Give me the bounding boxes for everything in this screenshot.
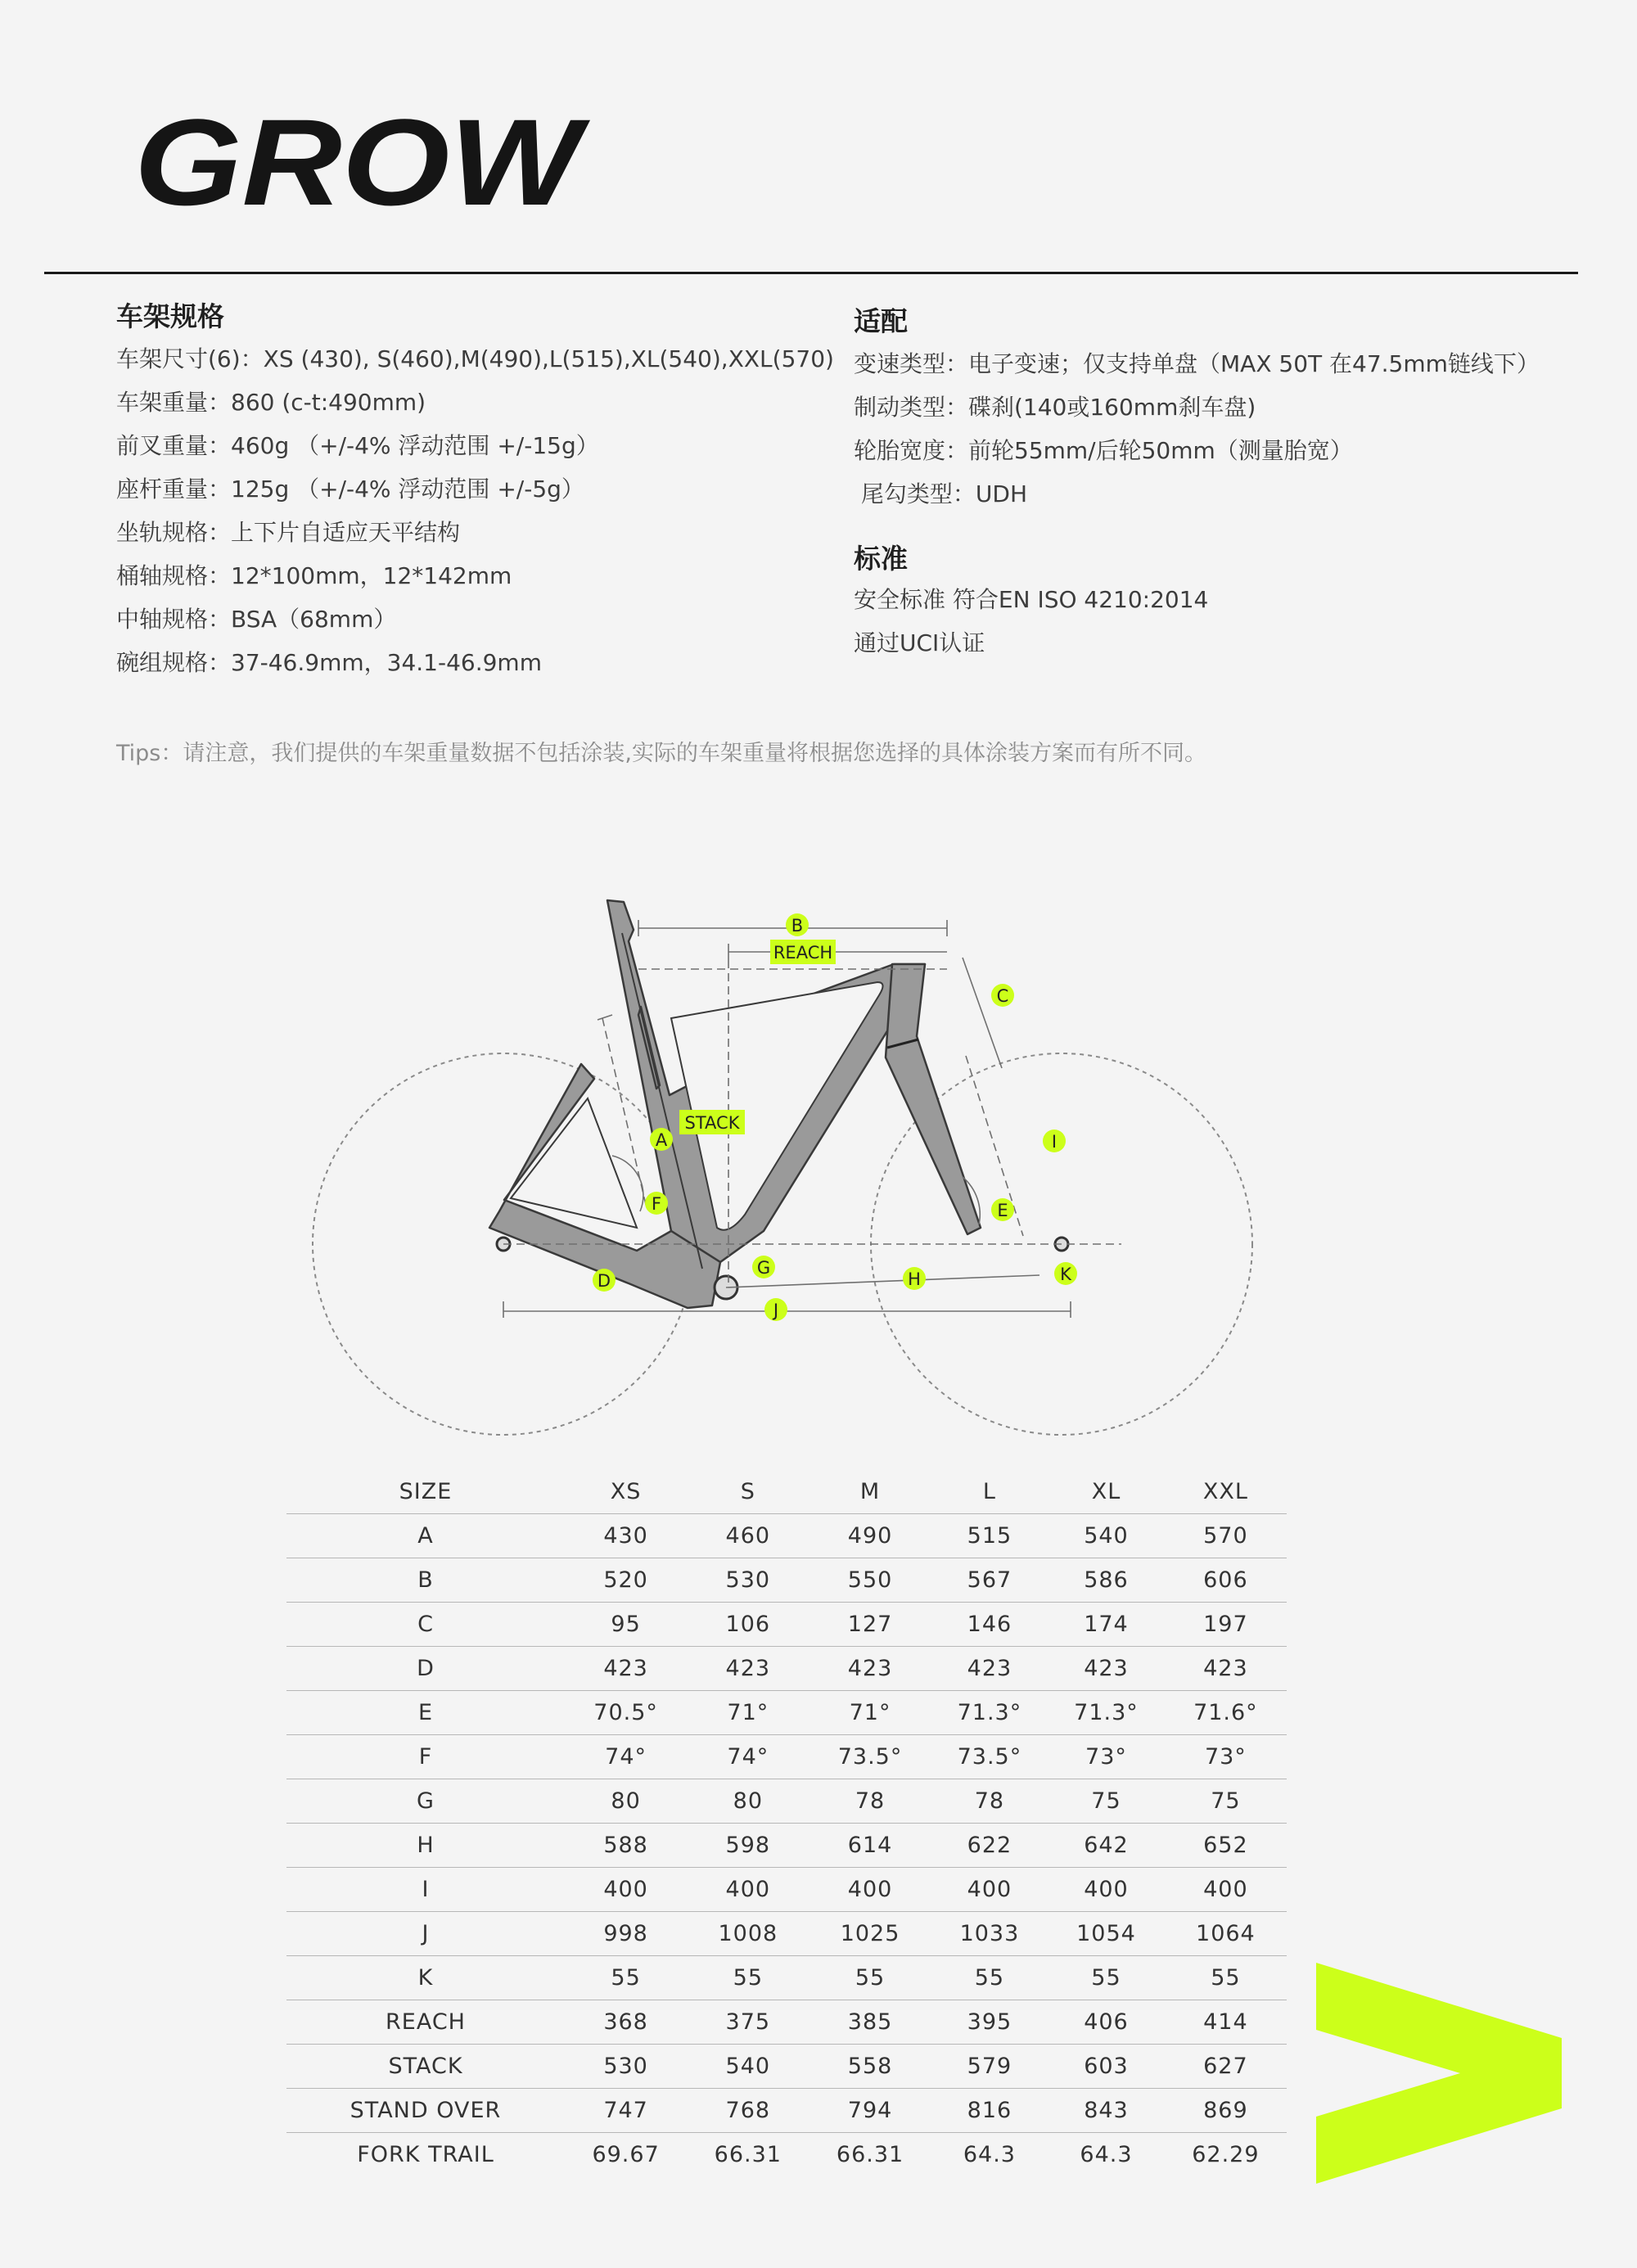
table-cell: 1054	[1048, 1912, 1165, 1956]
table-cell: 598	[687, 1824, 809, 1868]
svg-text:A: A	[655, 1130, 668, 1150]
label-c	[991, 984, 1014, 1007]
table-row	[286, 1912, 1287, 1956]
spec-line: 中轴规格：BSA（68mm）	[116, 606, 397, 633]
table-cell: 73°	[1048, 1735, 1165, 1779]
compat-line: 轮胎宽度：前轮55mm/后轮50mm（测量胎宽）	[854, 437, 1353, 464]
table-row	[286, 1735, 1287, 1779]
table-cell: 400	[931, 1868, 1048, 1912]
column-header: L	[982, 1479, 996, 1504]
table-cell: 64.3	[1048, 2133, 1165, 2177]
table-cell: 627	[1165, 2045, 1287, 2089]
table-row	[286, 1558, 1287, 1603]
row-label: I	[286, 1868, 565, 1912]
table-cell: 71.6°	[1165, 1691, 1287, 1735]
frame-geometry-diagram	[303, 884, 1260, 1449]
label-d	[593, 1269, 616, 1292]
table-cell: 1033	[931, 1912, 1048, 1956]
table-cell: 558	[809, 2045, 931, 2089]
table-cell: 55	[687, 1956, 809, 2000]
compatibility-section	[854, 303, 1574, 665]
table-cell: 66.31	[809, 2133, 931, 2177]
svg-text:H: H	[908, 1269, 921, 1289]
table-cell: 998	[565, 1912, 687, 1956]
table-row	[286, 1868, 1287, 1912]
table-cell: 95	[565, 1603, 687, 1647]
table-cell: 197	[1165, 1603, 1287, 1647]
svg-text:G: G	[756, 1258, 771, 1278]
row-label: E	[286, 1691, 565, 1735]
svg-text:B: B	[791, 916, 804, 936]
table-cell: 71°	[687, 1691, 809, 1735]
table-cell: 75	[1048, 1779, 1165, 1824]
logo-text: GROW	[134, 105, 591, 219]
compat-line: 制动类型：碟刹(140或160mm刹车盘)	[854, 394, 1256, 421]
spec-line: 车架尺寸(6)：XS (430), S(460),M(490),L(515),XL(540),XXL(570)	[116, 345, 834, 372]
table-cell: 78	[931, 1779, 1048, 1824]
table-cell: 423	[809, 1647, 931, 1691]
table-cell: 400	[687, 1868, 809, 1912]
standards-section	[854, 540, 1574, 665]
column-header: M	[859, 1479, 881, 1504]
row-label: B	[286, 1558, 565, 1603]
table-cell: 395	[931, 2000, 1048, 2045]
table-cell: 75	[1165, 1779, 1287, 1824]
header-divider	[44, 272, 1578, 274]
svg-text:J: J	[773, 1301, 779, 1320]
row-label: REACH	[286, 2000, 565, 2045]
table-cell: 74°	[687, 1735, 809, 1779]
table-cell: 652	[1165, 1824, 1287, 1868]
row-label: K	[286, 1956, 565, 2000]
label-stack	[679, 1110, 745, 1134]
spec-line: 碗组规格：37-46.9mm，34.1-46.9mm	[116, 649, 542, 676]
table-cell: 400	[1165, 1868, 1287, 1912]
table-cell: 530	[687, 1558, 809, 1603]
table-cell: 423	[1048, 1647, 1165, 1691]
table-cell: 400	[809, 1868, 931, 1912]
row-label: G	[286, 1779, 565, 1824]
label-reach	[770, 940, 836, 964]
table-cell: 423	[565, 1647, 687, 1691]
label-a	[650, 1128, 673, 1151]
table-row	[286, 1514, 1287, 1558]
column-header: S	[740, 1479, 755, 1504]
row-label: J	[286, 1912, 565, 1956]
table-row	[286, 2089, 1287, 2133]
table-cell: 146	[931, 1603, 1048, 1647]
svg-text:E: E	[997, 1201, 1008, 1220]
table-cell: 423	[931, 1647, 1048, 1691]
row-label: C	[286, 1603, 565, 1647]
row-label: H	[286, 1824, 565, 1868]
table-row	[286, 2000, 1287, 2045]
svg-text:I: I	[1051, 1132, 1058, 1152]
table-cell: 80	[687, 1779, 809, 1824]
geometry-table	[286, 1470, 1287, 2176]
table-row	[286, 1603, 1287, 1647]
table-cell: 400	[565, 1868, 687, 1912]
table-cell: 414	[1165, 2000, 1287, 2045]
compat-line: 变速类型：电子变速；仅支持单盘（MAX 50T 在47.5mm链线下）	[854, 350, 1540, 377]
table-cell: 64.3	[931, 2133, 1048, 2177]
svg-text:K: K	[1060, 1265, 1071, 1284]
compat-line: 尾勾类型：UDH	[854, 480, 1028, 507]
label-e	[991, 1198, 1014, 1221]
row-label: A	[286, 1514, 565, 1558]
geometry-table-body	[286, 1514, 1287, 2177]
standard-line: 安全标准 符合EN ISO 4210:2014	[854, 586, 1209, 613]
spec-line: 车架重量：860 (c-t:490mm)	[116, 389, 426, 416]
svg-text:REACH: REACH	[773, 943, 833, 963]
table-cell: 423	[1165, 1647, 1287, 1691]
label-k	[1054, 1262, 1077, 1285]
table-cell: 603	[1048, 2045, 1165, 2089]
table-cell: 55	[1048, 1956, 1165, 2000]
table-header-row	[286, 1470, 1287, 1514]
table-cell: 430	[565, 1514, 687, 1558]
table-cell: 66.31	[687, 2133, 809, 2177]
column-header: SIZE	[399, 1479, 453, 1504]
table-cell: 106	[687, 1603, 809, 1647]
table-cell: 80	[565, 1779, 687, 1824]
row-label: F	[286, 1735, 565, 1779]
table-cell: 73.5°	[931, 1735, 1048, 1779]
tips-note: Tips：请注意，我们提供的车架重量数据不包括涂装,实际的车架重量将根据您选择的具体涂装方案而有所不同。	[116, 741, 1206, 766]
table-cell: 567	[931, 1558, 1048, 1603]
label-g	[752, 1256, 775, 1278]
compatibility-title: 适配	[854, 305, 908, 337]
table-cell: 74°	[565, 1735, 687, 1779]
table-cell: 614	[809, 1824, 931, 1868]
table-cell: 768	[687, 2089, 809, 2133]
table-cell: 406	[1048, 2000, 1165, 2045]
table-cell: 55	[931, 1956, 1048, 2000]
table-cell: 71.3°	[1048, 1691, 1165, 1735]
row-label: FORK TRAIL	[286, 2133, 565, 2177]
table-cell: 869	[1165, 2089, 1287, 2133]
table-cell: 550	[809, 1558, 931, 1603]
svg-text:STACK: STACK	[684, 1113, 740, 1133]
row-label: STACK	[286, 2045, 565, 2089]
table-cell: 816	[931, 2089, 1048, 2133]
table-cell: 570	[1165, 1514, 1287, 1558]
table-cell: 1064	[1165, 1912, 1287, 1956]
table-cell: 400	[1048, 1868, 1165, 1912]
table-cell: 62.29	[1165, 2133, 1287, 2177]
table-cell: 490	[809, 1514, 931, 1558]
table-cell: 1008	[687, 1912, 809, 1956]
table-cell: 642	[1048, 1824, 1165, 1868]
standards-title: 标准	[854, 543, 908, 575]
svg-text:F: F	[651, 1194, 662, 1214]
compatibility-list	[854, 342, 1574, 516]
table-cell: 606	[1165, 1558, 1287, 1603]
table-cell: 540	[1048, 1514, 1165, 1558]
standard-line: 通过UCI认证	[854, 629, 985, 656]
table-row	[286, 1824, 1287, 1868]
table-cell: 385	[809, 2000, 931, 2045]
table-cell: 69.67	[565, 2133, 687, 2177]
table-cell: 423	[687, 1647, 809, 1691]
table-cell: 73°	[1165, 1735, 1287, 1779]
label-j	[764, 1298, 787, 1321]
table-row	[286, 2045, 1287, 2089]
svg-text:C: C	[996, 986, 1009, 1006]
table-cell: 586	[1048, 1558, 1165, 1603]
table-cell: 747	[565, 2089, 687, 2133]
table-cell: 70.5°	[565, 1691, 687, 1735]
table-row	[286, 1779, 1287, 1824]
svg-text:D: D	[597, 1271, 611, 1291]
column-header: XXL	[1202, 1479, 1248, 1504]
table-row	[286, 1956, 1287, 2000]
frame-specs-title: 车架规格	[116, 300, 224, 332]
table-cell: 530	[565, 2045, 687, 2089]
table-cell: 55	[1165, 1956, 1287, 2000]
spec-line: 桶轴规格：12*100mm，12*142mm	[116, 562, 512, 589]
table-cell: 540	[687, 2045, 809, 2089]
table-cell: 73.5°	[809, 1735, 931, 1779]
table-cell: 78	[809, 1779, 931, 1824]
table-cell: 55	[809, 1956, 931, 2000]
table-row	[286, 2133, 1287, 2177]
row-label: STAND OVER	[286, 2089, 565, 2133]
table-cell: 622	[931, 1824, 1048, 1868]
table-cell: 71.3°	[931, 1691, 1048, 1735]
label-f	[645, 1192, 668, 1215]
table-cell: 368	[565, 2000, 687, 2045]
table-cell: 588	[565, 1824, 687, 1868]
spec-line: 前叉重量：460g （+/-4% 浮动范围 +/-15g）	[116, 432, 599, 459]
frame-specs-list	[116, 337, 837, 684]
frame-specs-section	[116, 298, 837, 684]
grow-logo	[133, 105, 591, 219]
row-label: D	[286, 1647, 565, 1691]
table-cell: 55	[565, 1956, 687, 2000]
spec-line: 坐轨规格：上下片自适应天平结构	[116, 519, 461, 546]
column-header: XS	[610, 1479, 642, 1504]
table-cell: 460	[687, 1514, 809, 1558]
table-cell: 127	[809, 1603, 931, 1647]
label-i	[1043, 1129, 1066, 1152]
table-cell: 794	[809, 2089, 931, 2133]
table-row	[286, 1647, 1287, 1691]
table-row	[286, 1691, 1287, 1735]
table-cell: 71°	[809, 1691, 931, 1735]
accent-chevron	[1316, 1963, 1562, 2184]
table-cell: 520	[565, 1558, 687, 1603]
table-cell: 515	[931, 1514, 1048, 1558]
table-cell: 843	[1048, 2089, 1165, 2133]
table-cell: 1025	[809, 1912, 931, 1956]
label-b	[786, 913, 809, 936]
column-header: XL	[1091, 1479, 1121, 1504]
table-cell: 579	[931, 2045, 1048, 2089]
label-h	[903, 1267, 926, 1290]
table-cell: 174	[1048, 1603, 1165, 1647]
table-cell: 375	[687, 2000, 809, 2045]
spec-line: 座杆重量：125g （+/-4% 浮动范围 +/-5g）	[116, 476, 584, 503]
